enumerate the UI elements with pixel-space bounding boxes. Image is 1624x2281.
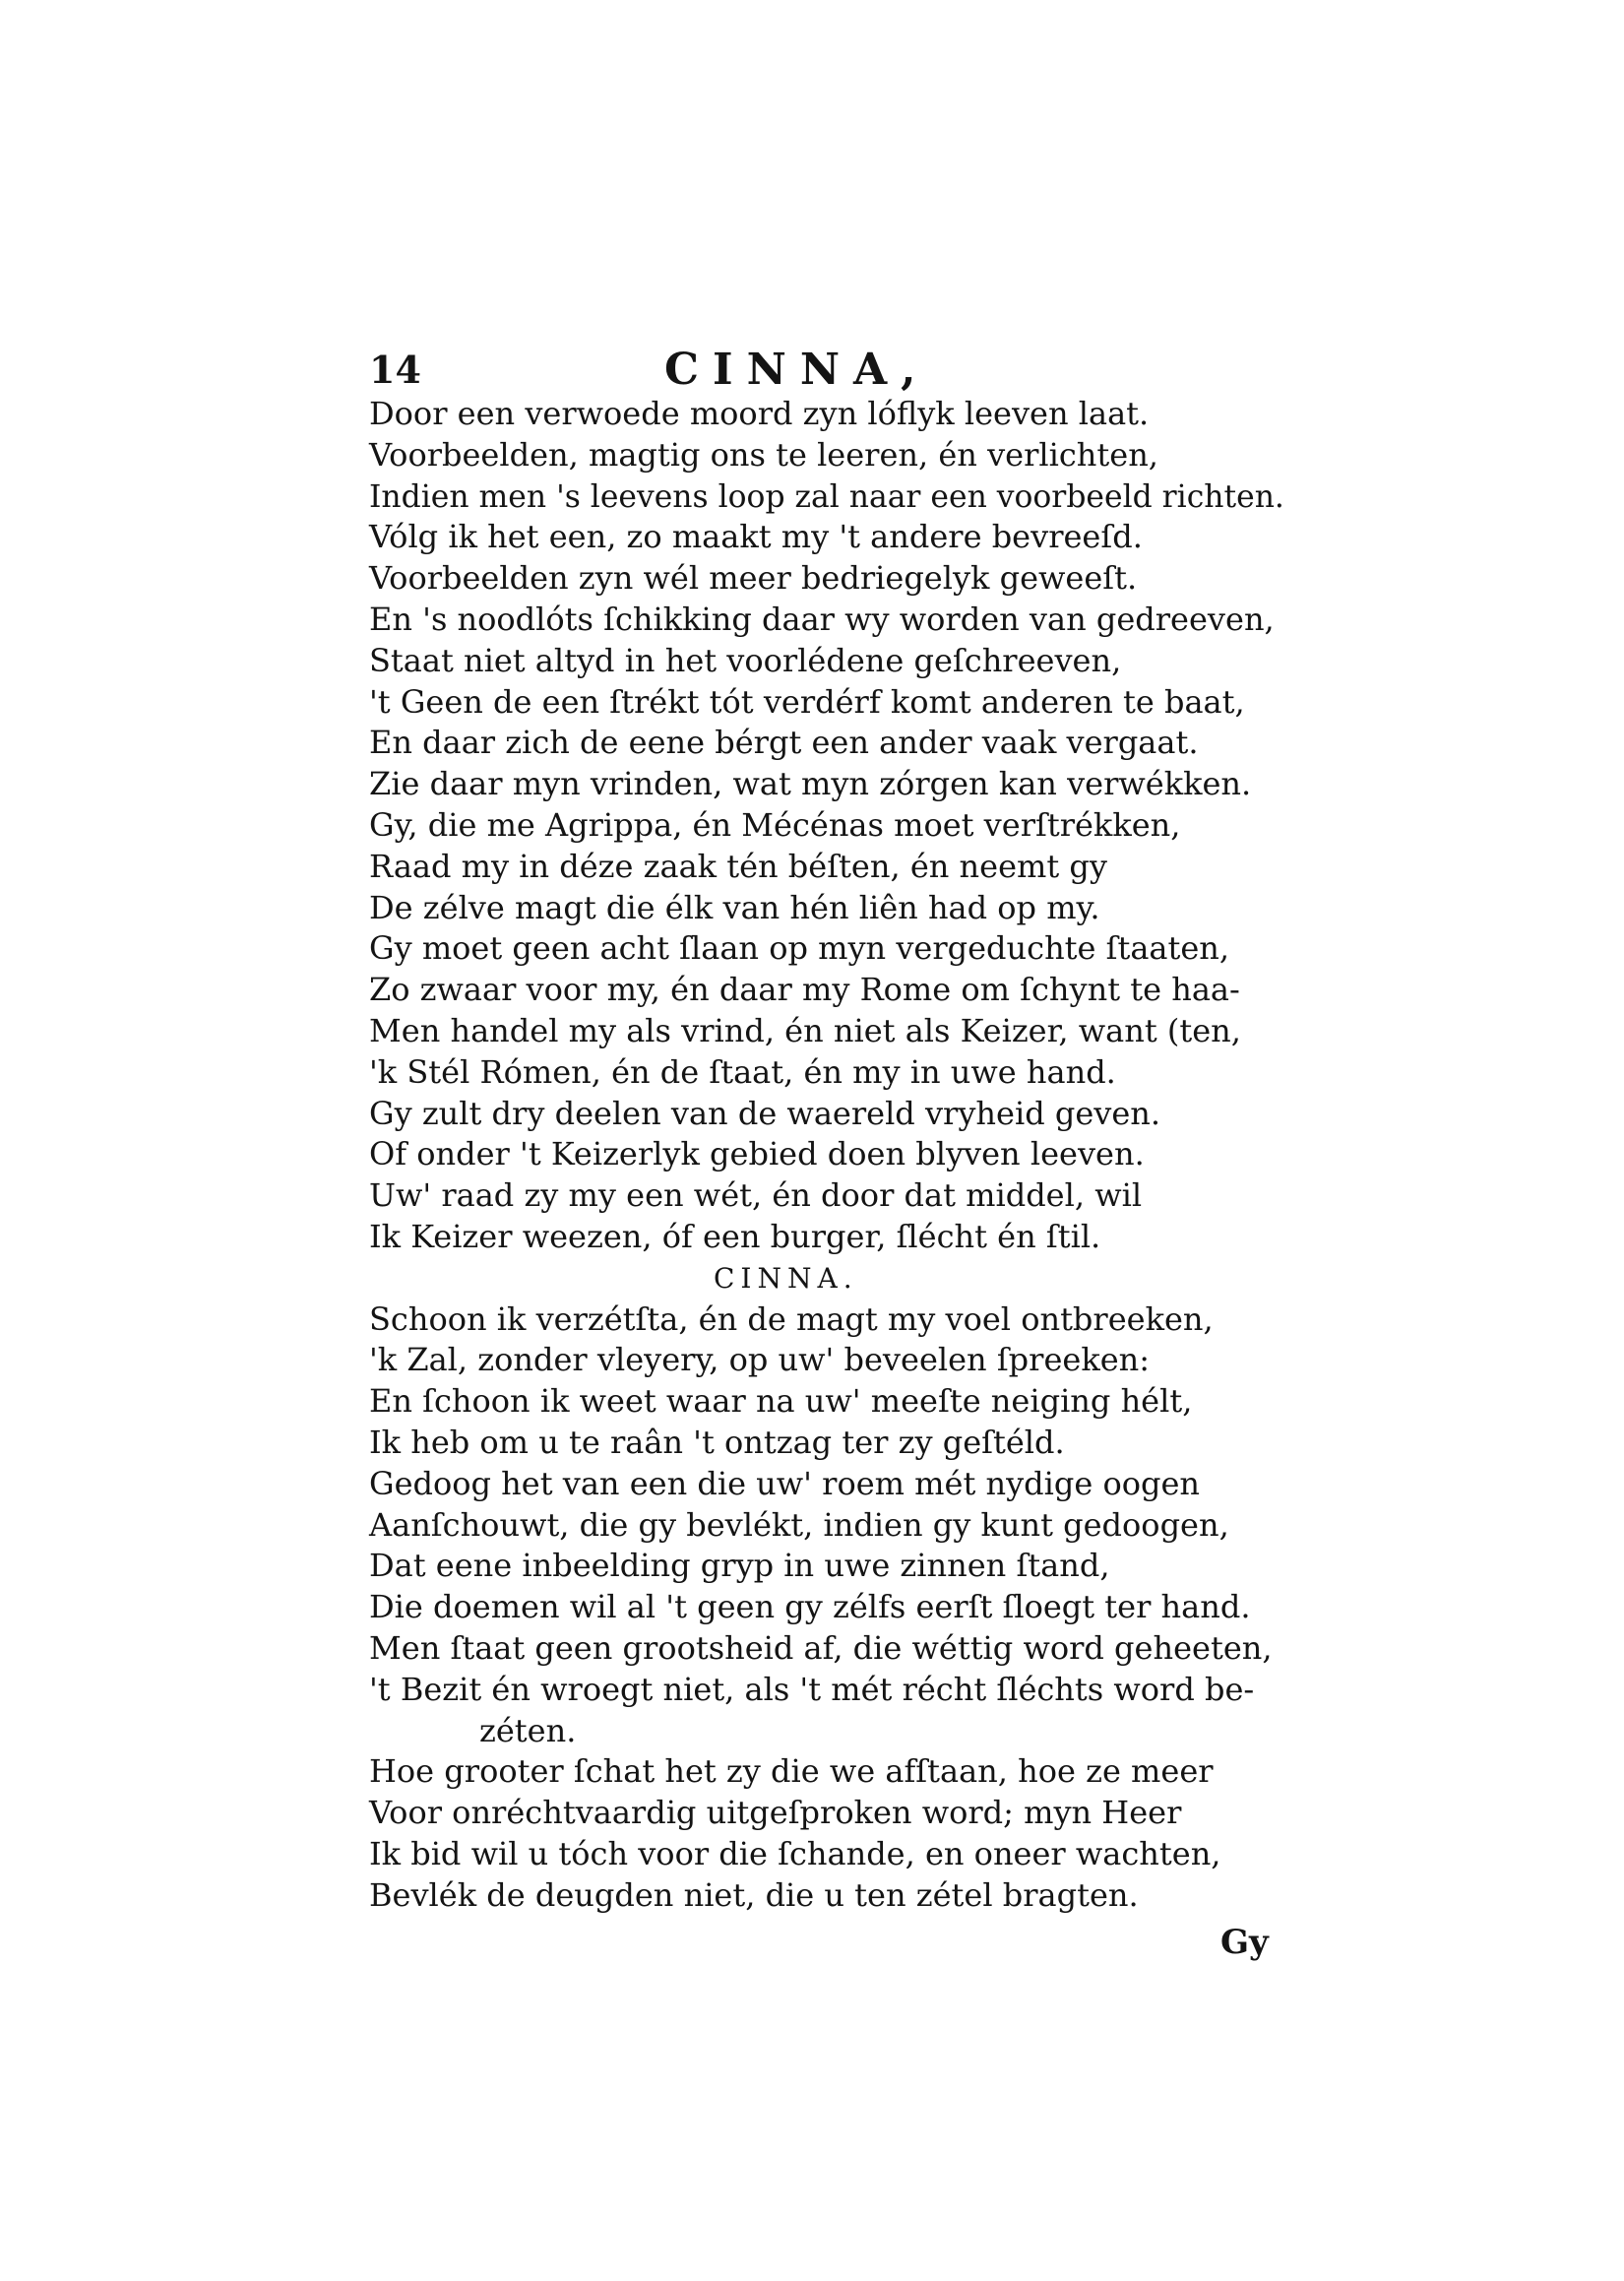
verse-line: Staat niet altyd in het voorlédene geſchreeven, <box>369 641 1122 679</box>
verse-line: Ik bid wil u tóch voor die ſchande, en oneer wachten, <box>369 1834 1221 1872</box>
verse-line: Schoon ik verzétſta, én de magt my voel ontbreeken, <box>369 1299 1214 1338</box>
verse-line: Gy zult dry deelen van de waereld vryheid geven. <box>369 1094 1161 1132</box>
verse-line: Zie daar myn vrinden, wat myn zórgen kan verwékken. <box>369 765 1252 803</box>
verse-line: Die doemen wil al 't geen gy zélfs eerſt ſloegt ter hand. <box>369 1588 1251 1626</box>
verse-line: Door een verwoede moord zyn lóflyk leeven laat. <box>369 395 1150 432</box>
verse-line: 'k Zal, zonder vleyery, op uw' beveelen ſpreeken: <box>369 1341 1151 1379</box>
page-number: 14 <box>369 348 421 392</box>
speaker-heading: CINNA. <box>714 1261 858 1295</box>
verse-line: En ſchoon ik weet waar na uw' meeſte neiging hélt, <box>369 1382 1193 1421</box>
verse-line: De zélve magt die élk van hén liên had op my. <box>369 888 1100 926</box>
verse-text <box>369 394 1284 1916</box>
verse-line: Voorbeelden, magtig ons te leeren, én verlichten, <box>369 435 1158 474</box>
verse-line: Men handel my als vrind, én niet als Keizer, want (ten, <box>369 1011 1241 1049</box>
verse-line: Hoe grooter ſchat het zy die we afſtaan, hoe ze meer <box>369 1752 1214 1791</box>
verse-line: Vólg ik het een, zo maakt my 't andere bevreeſd. <box>369 518 1143 556</box>
verse-line: Uw' raad zy my een wét, én door dat middel, wil <box>369 1176 1143 1215</box>
verse-continuation: zéten. <box>479 1711 577 1749</box>
verse-line: Aanſchouwt, die gy bevlékt, indien gy kunt gedoogen, <box>369 1505 1229 1544</box>
verse-line: Voorbeelden zyn wél meer bedriegelyk geweeſt. <box>369 559 1138 598</box>
verse-line: Bevlék de deugden niet, die u ten zétel bragten. <box>369 1875 1139 1914</box>
verse-line: Ik heb om u te raân 't ontzag ter zy geſtéld. <box>369 1423 1065 1461</box>
verse-line: 't Geen de een ſtrékt tót verdérf komt anderen te baat, <box>369 682 1245 721</box>
verse-line: Voor onréchtvaardig uitgeſproken word; myn Heer <box>369 1794 1182 1832</box>
running-head <box>369 341 1284 400</box>
verse-line: 'k Stél Rómen, én de ſtaat, én my in uwe hand. <box>369 1052 1116 1091</box>
verse-line: En daar zich de eene bérgt een ander vaak vergaat. <box>369 724 1199 762</box>
verse-line: Gedoog het van een die uw' roem mét nydige oogen <box>369 1464 1201 1502</box>
catchword: Gy <box>1220 1923 1269 1962</box>
verse-line: Zo zwaar voor my, én daar my Rome om ſchynt te haa- <box>369 971 1240 1009</box>
verse-line: Dat eene inbeelding gryp in uwe zinnen ſtand, <box>369 1547 1110 1585</box>
verse-line: Gy, die me Agrippa, én Mécénas moet verſtrékken, <box>369 805 1181 844</box>
verse-line: Men ſtaat geen grootsheid af, die wéttig word geheeten, <box>369 1628 1273 1667</box>
verse-line: Of onder 't Keizerlyk gebied doen blyven leeven. <box>369 1135 1145 1173</box>
verse-line: Indien men 's leevens loop zal naar een voorbeeld richten. <box>369 476 1284 515</box>
verse-line: En 's noodlóts ſchikking daar wy worden van gedreeven, <box>369 600 1275 638</box>
verse-line: 't Bezit én wroegt niet, als 't mét récht ſléchts word be- <box>369 1670 1255 1708</box>
verse-line: Ik Keizer weezen, óf een burger, ſlécht én ſtil. <box>369 1217 1101 1255</box>
verse-line: Gy moet geen acht ſlaan op myn vergeduchte ſtaaten, <box>369 929 1230 968</box>
running-title: CINNA, <box>664 345 930 395</box>
verse-line: Raad my in déze zaak tén béſten, én neemt gy <box>369 847 1107 885</box>
